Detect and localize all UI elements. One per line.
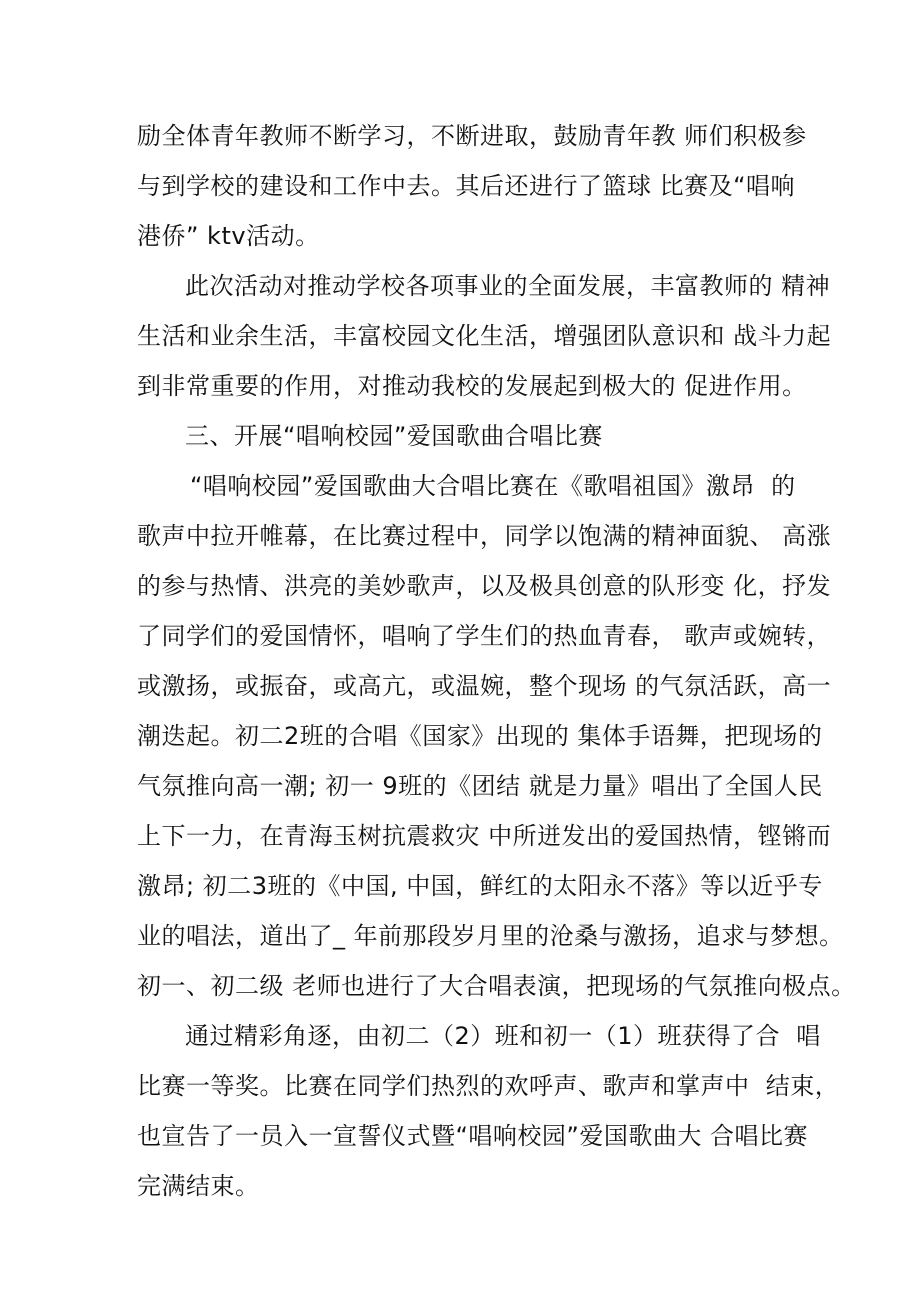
text-line: 气氛推向高一潮; 初一 9班的《团结 就是力量》唱出了全国人民 — [137, 772, 823, 800]
text-line: 港侨” ktv活动。 — [137, 222, 320, 250]
text-line: 与到学校的建设和工作中去。其后还进行了篮球 比赛及“唱响 — [137, 172, 796, 200]
text-line: 上下一力，在青海玉树抗震救灾 中所迸发出的爱国热情，铿锵而 — [137, 822, 832, 850]
section-heading: 三、开展“唱响校园”爱国歌曲合唱比赛 — [185, 422, 603, 450]
paragraph-first-line: “唱响校园”爱国歌曲大合唱比赛在《歌唱祖国》激昂 的 — [190, 472, 796, 500]
text-line: 励全体青年教师不断学习，不断进取，鼓励青年教 师们积极参 — [137, 122, 807, 150]
text-line: 比赛一等奖。比赛在同学们热烈的欢呼声、歌声和掌声中 结束， — [137, 1072, 840, 1100]
text-line: 业的唱法，道出了_ 年前那段岁月里的沧桑与激扬，追求与梦想。 — [137, 922, 844, 950]
text-line: 初一、初二级 老师也进行了大合唱表演，把现场的气氛推向极点。 — [137, 972, 856, 1000]
text-line: 的参与热情、洪亮的美妙歌声，以及极具创意的队形变 化，抒发 — [137, 572, 832, 600]
text-line: 了同学们的爱国情怀，唱响了学生们的热血青春， 歌声或婉转， — [137, 622, 832, 650]
paragraph-first-line: 通过精彩角逐，由初二（2）班和初一（1）班获得了合 唱 — [185, 1022, 821, 1050]
text-line: 或激扬，或振奋，或高亢，或温婉，整个现场 的气氛活跃，高一 — [137, 672, 832, 700]
text-line: 到非常重要的作用，对推动我校的发展起到极大的 促进作用。 — [137, 372, 807, 400]
text-line: 歌声中拉开帷幕，在比赛过程中，同学以饱满的精神面貌、 高涨 — [137, 522, 832, 550]
paragraph-first-line: 此次活动对推动学校各项事业的全面发展，丰富教师的 精神 — [185, 272, 831, 300]
text-line: 激昂; 初二3班的《中国, 中国，鲜红的太阳永不落》等以近乎专 — [137, 872, 823, 900]
text-line: 潮迭起。初二2班的合唱《国家》出现的 集体手语舞，把现场的 — [137, 722, 823, 750]
text-line: 生活和业余生活，丰富校园文化生活，增强团队意识和 战斗力起 — [137, 322, 832, 350]
text-line: 完满结束。 — [137, 1172, 260, 1200]
text-line: 也宣告了一员入一宣誓仪式暨“唱响校园”爱国歌曲大 合唱比赛 — [137, 1122, 808, 1150]
